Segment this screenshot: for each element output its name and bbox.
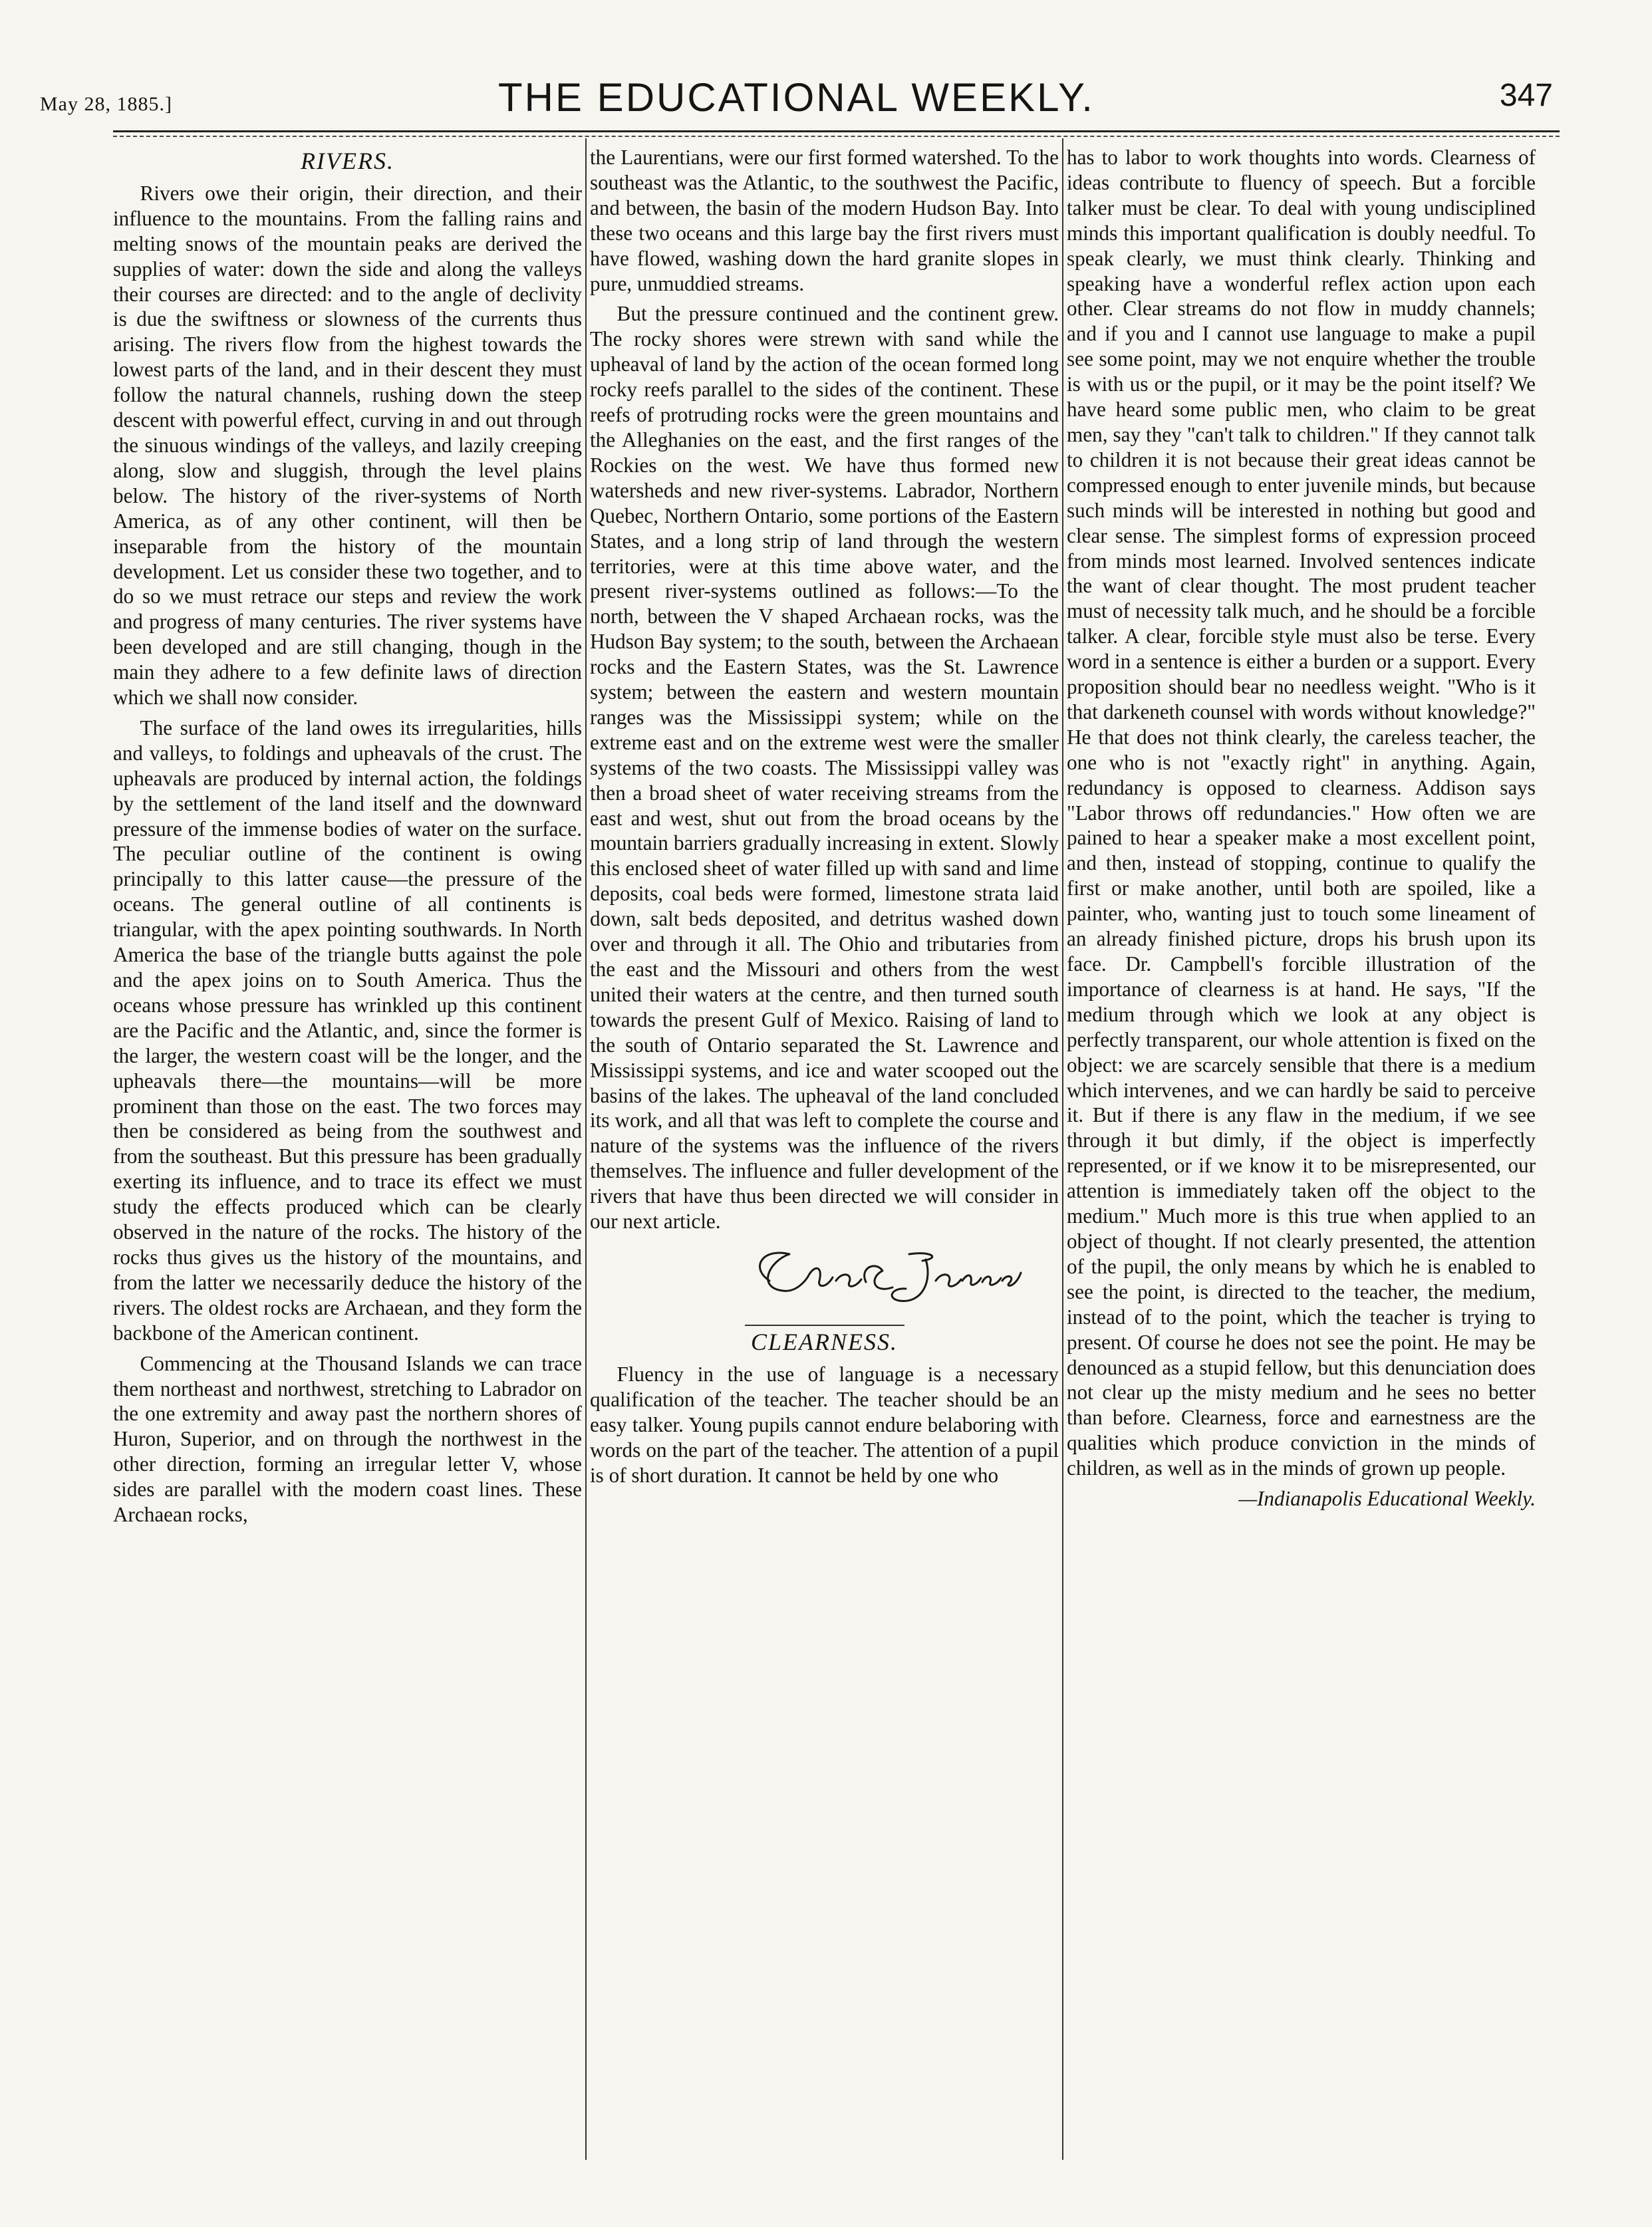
article-source: —Indianapolis Educational Weekly. [1238, 1487, 1536, 1511]
article-heading-clearness: CLEARNESS. [750, 1328, 898, 1355]
publication-title: THE EDUCATIONAL WEEKLY. [498, 75, 1095, 120]
column-2 [590, 145, 1059, 2147]
header-rule [113, 130, 1560, 132]
column-divider [1062, 138, 1063, 2160]
column-1 [113, 145, 582, 2147]
column-divider [585, 138, 587, 2160]
page-number: 347 [1499, 78, 1553, 113]
article-paragraph: Rivers owe their origin, their direction, and their influence to the mountains. From the falling rains and melting snows of the mountain peaks are derived the supplies of water: down the side and along the valleys their courses are directed: and to the angle of declivity is due the swiftness or slowness of the currents thus arising. The rivers flow from the highest towards the lowest parts of the land, and in their descent they must follow the natural channels, rushing down the steep descent with powerful effect, curving in and out through the sinuous windings of the valleys, and lazily creeping along, slow and sluggish, through the level plains below. The history of the river-systems of North America, as of any other continent, will then be inseparable from the history of the mountain development. Let us consider these two together, and to do so we must retrace our steps and review the work and progress of many centuries. The river systems have been developed and are still changing, though in the main they adhere to a few definite laws of direction which we shall now consider. [113, 181, 582, 710]
article-paragraph: Fluency in the use of language is a necessary qualification of the teacher. The teacher should be an easy talker. Young pupils cannot endure belaboring with words on the part of the teacher. The attention of a pupil is of short duration. It cannot be held by one who [590, 1362, 1059, 1487]
section-divider [745, 1325, 904, 1326]
article-paragraph: has to labor to work thoughts into words. Clearness of ideas contribute to fluency of speech. But a forcible talker must be clear. To deal with young undisciplined minds this important qualification is doubly needful. To speak clearly, we must think clearly. Thinking and speaking have a wonderful reflex action upon each other. Clear streams do not flow in muddy channels; and if you and I cannot use language to make a pupil see some point, may we not enquire whether the trouble is with us or the pupil, or it may be the point itself? We have heard some public men, who claim to be great men, say they "can't talk to children." If they cannot talk to children it is not because their great ideas cannot be compressed enough to enter juvenile minds, but because such minds will be interested in nothing but good and clear sense. The simplest forms of expression proceed from minds most learned. Involved sentences indicate the want of clear thought. The most prudent teacher must of necessity talk much, and he should be a forcible talker. A clear, forcible style must also be terse. Every word in a sentence is either a burden or a support. Every proposition should bear no needless weight. "Who is it that darkeneth counsel with words without knowledge?" He that does not think clearly, the careless teacher, the one who is not "exactly right" in anything. Again, redundancy is opposed to clearness. Addison says "Labor throws off redundancies." How often we are pained to hear a speaker make a most excellent point, and then, instead of stopping, continue to qualify the first or make another, until both are spoiled, like a painter, who, wanting just to touch some lineament of an already finished picture, drops his brush upon its face. Dr. Campbell's forcible illustration of the importance of clearness is at hand. He says, "If the medium through which we look at any object is perfectly transparent, our whole attention is fixed on the object: we are scarcely sensible that there is a medium which intervenes, and we can hardly be said to perceive it. But if there is any flaw in the medium, if we see through it but dimly, if the object is imperfectly represented, or if we know it to be misrepresented, our attention is immediately taken off the object to the medium." Much more is this true when applied to an object of thought. If not clearly presented, the attention of the pupil, the only means by which he is enabled to see the point, is directed to the teacher, the medium, instead of to the point, which the teacher is trying to present. Of course he does not see the point. He may be denounced as a stupid fellow, but this denunciation does not clear up the misty medium and he sees no better than before. Clearness, force and earnestness are the qualities which produce conviction in the minds of children, as well as in the minds of grown up people. [1067, 146, 1536, 1480]
column-3 [1067, 145, 1536, 2147]
signature-graphic [743, 1241, 1022, 1314]
article-paragraph: the Laurentians, were our first formed watershed. To the southeast was the Atlantic, to the southwest the Pacific, and between, the basin of the modern Hudson Bay. Into these two oceans and this large bay the first rivers must have flowed, washing down the hard granite slopes in pure, unmuddied streams. [590, 146, 1059, 295]
article-heading-rivers: RIVERS. [301, 148, 394, 174]
author-signature [590, 1241, 1059, 1315]
article-paragraph: The surface of the land owes its irregularities, hills and valleys, to foldings and upheavals of the crust. The upheavals are produced by internal action, the foldings by the settlement of the land itself and the downward pressure of the immense bodies of water on the surface. The peculiar outline of the continent is owing principally to this latter cause—the pressure of the oceans. The general outline of all continents is triangular, with the apex pointing southwards. In North America the base of the triangle butts against the pole and the apex joins on to South America. Thus the oceans whose pressure has wrinkled up this continent are the Pacific and the Atlantic, and, since the former is the larger, the western coast will be the longer, and the upheavals there—the mountains—will be more prominent than those on the east. The two forces may then be considered as being from the southwest and from the southeast. But this pressure has been gradually exerting its influence, and to trace its effect we must study the effects produced which can be clearly observed in the nature of the rocks. The history of the rocks thus gives us the history of the mountains, and from the latter we necessarily deduce the history of the rivers. The oldest rocks are Archaean, and they form the backbone of the American continent. [113, 716, 582, 1345]
article-paragraph: But the pressure continued and the continent grew. The rocky shores were strewn with sand while the upheaval of land by the action of the ocean formed long rocky reefs parallel to the sides of the continent. These reefs of protruding rocks were the green mountains and the Alleghanies on the east, and the first ranges of the Rockies on the west. We have thus formed new watersheds and new river-systems. Labrador, Northern Quebec, Northern Ontario, some portions of the Eastern States, and a long strip of land through the western territories, were at this time above water, and the present river-systems outlined as follows:—To the north, between the V shaped Archaean rocks, was the Hudson Bay system; to the south, between the Archaean rocks and the Eastern States, was the St. Lawrence system; between the eastern and western mountain ranges was the Mississippi system; while on the extreme east and on the extreme west were the smaller systems of the two coasts. The Mississippi valley was then a broad sheet of water receiving streams from the east and west, shut out from the broad oceans by the mountain barriers gradually increasing in extent. Slowly this enclosed sheet of water filled up with sand and lime deposits, coal beds were formed, limestone strata laid down, salt beds deposited, and detritus washed down over and through it all. The Ohio and tributaries from the east and the Missouri and others from the west united their waters at the centre, and then turned south towards the present Gulf of Mexico. Raising of land to the south of Ontario separated the St. Lawrence and Mississippi systems, and ice and water scooped out the basins of the lakes. The upheaval of the land concluded its work, and all that was left to complete the course and nature of the systems was the influence of the rivers themselves. The influence and fuller development of the rivers that have thus been directed we will consider in our next article. [590, 302, 1059, 1234]
masthead [40, 74, 1553, 128]
header-dashed-rule [113, 136, 1560, 137]
article-paragraph: Commencing at the Thousand Islands we can trace them northeast and northwest, stretching to Labrador on the one extremity and away past the northern shores of Huron, Superior, and on through the northwest in the other direction, forming an irregular letter V, whose sides are parallel with the modern coast lines. These Archaean rocks, [113, 1351, 582, 1527]
issue-date: May 28, 1885.] [40, 93, 172, 115]
